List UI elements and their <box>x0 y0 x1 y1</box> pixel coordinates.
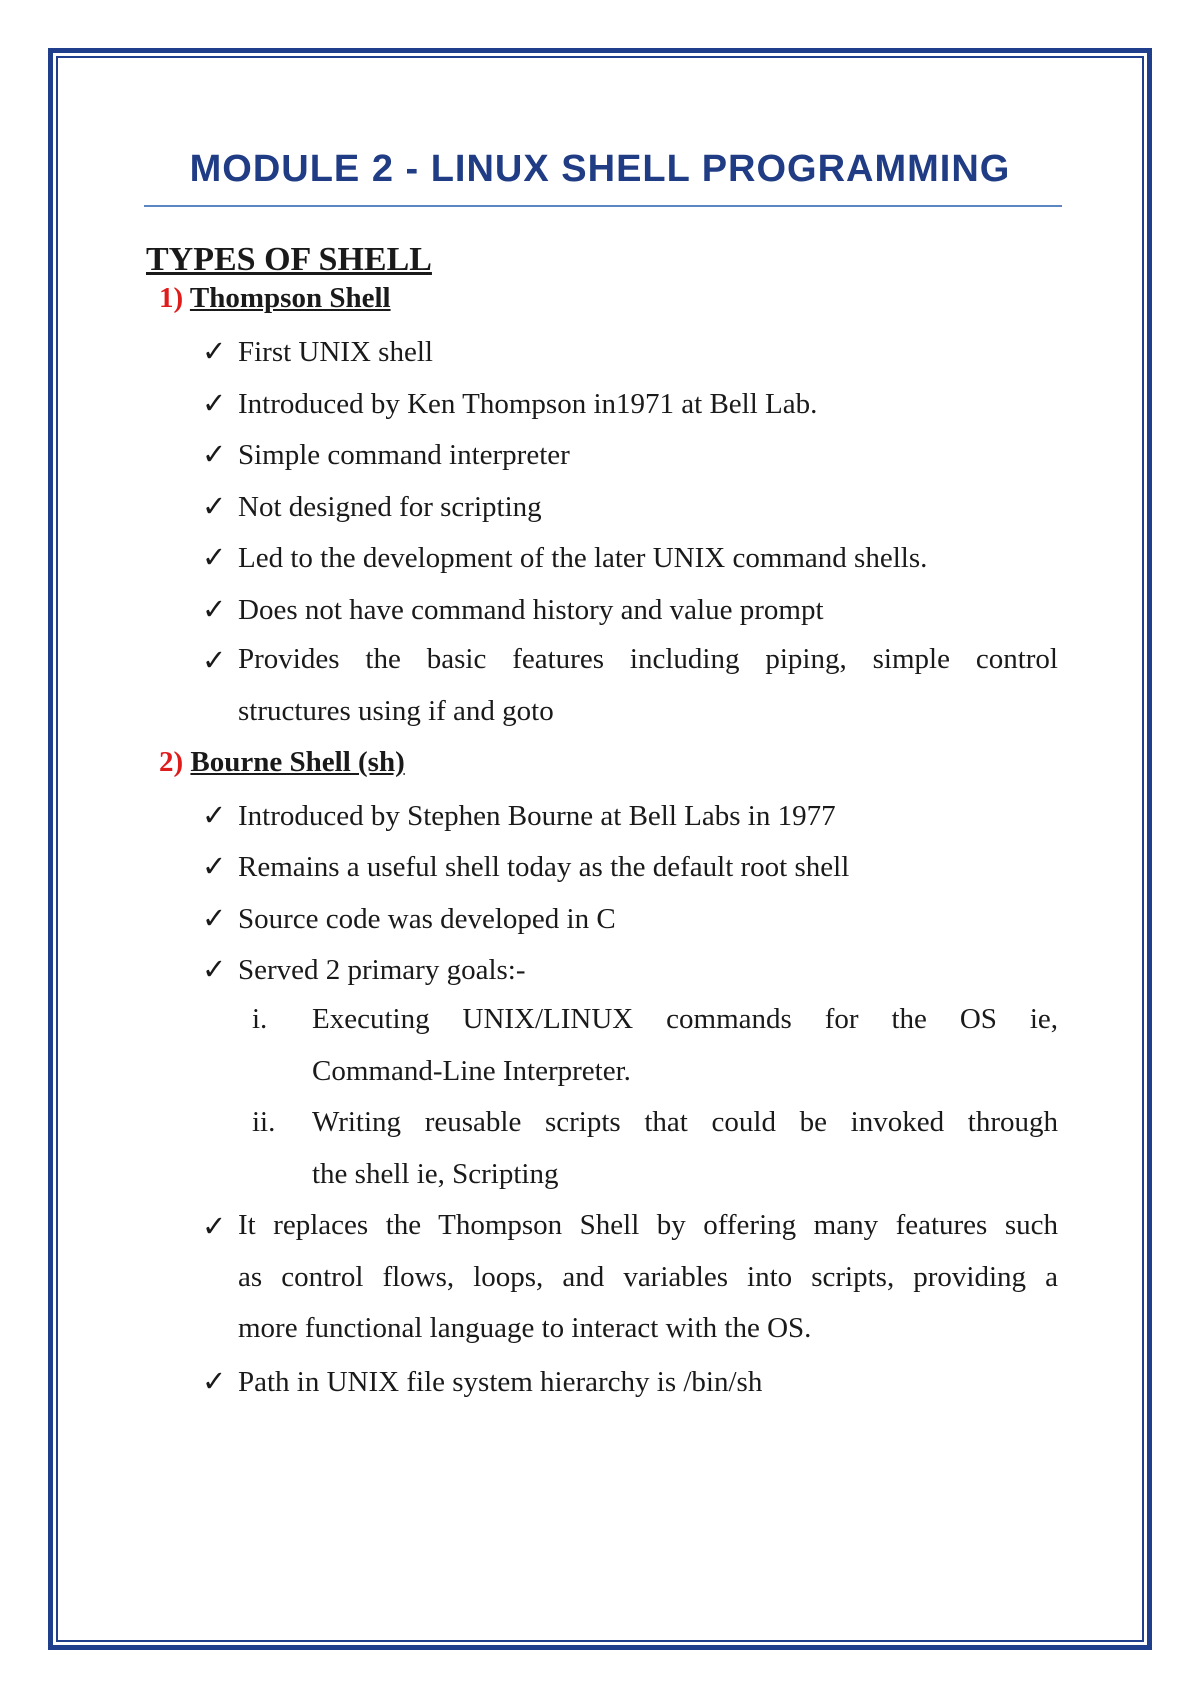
goal-numeral: ii. <box>252 1106 276 1138</box>
list-item-text: Provides the basic features including piping, simple control <box>238 643 1058 675</box>
goal-text: Writing reusable scripts that could be invoked through <box>312 1106 1058 1138</box>
list-item: ✓ Introduced by Stephen Bourne at Bell Labs in 1977 <box>202 800 836 832</box>
list-item: ✓ Remains a useful shell today as the default root shell <box>202 851 850 883</box>
check-icon: ✓ <box>202 1211 227 1243</box>
check-icon: ✓ <box>202 645 227 677</box>
subheading-bourne-shell <box>159 746 405 779</box>
check-icon: ✓ <box>202 800 227 832</box>
check-icon: ✓ <box>202 954 227 986</box>
list-item-continuation: more functional language to interact with the OS. <box>238 1312 812 1344</box>
subheading-text: Thompson Shell <box>189 282 391 314</box>
check-icon: ✓ <box>202 491 227 523</box>
list-item <box>202 643 238 678</box>
list-item <box>202 1209 238 1244</box>
list-item-continuation: as control flows, loops, and variables into scripts, providing a <box>238 1261 1058 1293</box>
subheading-thompson-shell <box>159 282 391 315</box>
check-icon: ✓ <box>202 903 227 935</box>
list-item: ✓ Does not have command history and value prompt <box>202 594 824 626</box>
list-item: ✓ Path in UNIX file system hierarchy is /bin/sh <box>202 1366 763 1398</box>
subheading-number: 1) <box>159 282 184 314</box>
subheading-number: 2) <box>159 746 184 778</box>
goal-text-continuation: the shell ie, Scripting <box>312 1158 559 1190</box>
title-underline <box>144 205 1062 207</box>
check-icon: ✓ <box>202 851 227 883</box>
check-icon: ✓ <box>202 542 227 574</box>
list-item: ✓ Not designed for scripting <box>202 491 542 523</box>
check-icon: ✓ <box>202 594 227 626</box>
check-icon: ✓ <box>202 1366 227 1398</box>
check-icon: ✓ <box>202 439 227 471</box>
section-heading: TYPES OF SHELL <box>146 241 432 278</box>
list-item: ✓ Served 2 primary goals:- <box>202 954 526 986</box>
check-icon: ✓ <box>202 388 227 420</box>
list-item: ✓ Led to the development of the later UNIX command shells. <box>202 542 928 574</box>
page-title: MODULE 2 - LINUX SHELL PROGRAMMING <box>189 148 1011 190</box>
list-item: ✓ First UNIX shell <box>202 336 433 368</box>
subheading-text: Bourne Shell (sh) <box>190 746 405 778</box>
list-item: ✓ Source code was developed in C <box>202 903 616 935</box>
goal-text: Executing UNIX/LINUX commands for the OS ie, <box>312 1003 1058 1035</box>
goal-numeral: i. <box>252 1003 268 1035</box>
list-item-text: It replaces the Thompson Shell by offering many features such <box>238 1209 1058 1241</box>
list-item: ✓ Simple command interpreter <box>202 439 570 471</box>
list-item: ✓ Introduced by Ken Thompson in1971 at Bell Lab. <box>202 388 818 420</box>
list-item-continuation: structures using if and goto <box>238 695 554 727</box>
check-icon: ✓ <box>202 336 227 368</box>
goal-text-continuation: Command-Line Interpreter. <box>312 1055 631 1087</box>
